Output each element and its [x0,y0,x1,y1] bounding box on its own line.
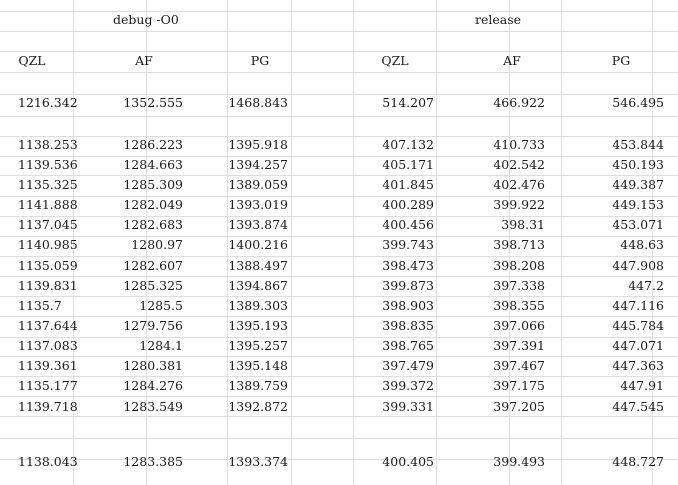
data-cell[interactable]: 1393.874 [228,217,288,232]
data-cell[interactable]: 397.066 [493,318,545,333]
data-cell[interactable]: 1389.759 [228,378,288,393]
data-cell[interactable]: 397.479 [382,358,434,373]
data-cell[interactable]: 447.908 [612,258,664,273]
data-cell[interactable]: 1352.555 [123,95,183,110]
data-cell[interactable]: 1394.257 [228,157,288,172]
data-cell[interactable]: 1392.872 [228,399,288,414]
data-cell[interactable]: 1285.325 [123,278,183,293]
data-cell[interactable]: 1400.216 [228,237,288,252]
summary-cell[interactable]: 1138.043 [18,454,78,469]
data-cell[interactable]: 447.363 [612,358,664,373]
summary-cell[interactable]: 399.493 [493,454,545,469]
data-cell[interactable]: 398.835 [382,318,434,333]
data-cell[interactable]: 405.171 [382,157,434,172]
column-header[interactable]: AF [135,53,153,68]
data-cell[interactable]: 399.922 [493,197,545,212]
data-cell[interactable]: 399.372 [382,378,434,393]
data-cell[interactable]: 1389.303 [228,298,288,313]
data-cell[interactable]: 1393.019 [228,197,288,212]
data-cell[interactable]: 1388.497 [228,258,288,273]
data-cell[interactable]: 447.071 [612,338,664,353]
data-cell[interactable]: 398.31 [501,217,545,232]
data-cell[interactable]: 1279.756 [123,318,183,333]
data-cell[interactable]: 1395.918 [228,137,288,152]
column-header[interactable]: PG [611,53,631,68]
data-cell[interactable]: 397.338 [493,278,545,293]
data-cell[interactable]: 1139.536 [18,157,78,172]
data-cell[interactable]: 398.713 [493,237,545,252]
data-cell[interactable]: 1395.257 [228,338,288,353]
data-cell[interactable]: 1395.193 [228,318,288,333]
data-cell[interactable]: 398.903 [382,298,434,313]
data-cell[interactable]: 397.205 [493,399,545,414]
data-cell[interactable]: 407.132 [382,137,434,152]
data-cell[interactable]: 514.207 [382,95,434,110]
row-gridline [0,438,678,439]
data-cell[interactable]: 1395.148 [228,358,288,373]
data-cell[interactable]: 1135.059 [18,258,78,273]
data-cell[interactable]: 397.467 [493,358,545,373]
row-gridline [0,31,678,32]
data-cell[interactable]: 398.765 [382,338,434,353]
data-cell[interactable]: 1139.831 [18,278,78,293]
data-cell[interactable]: 1137.045 [18,217,78,232]
data-cell[interactable]: 1137.083 [18,338,78,353]
row-gridline [0,116,678,117]
data-cell[interactable]: 1468.843 [228,95,288,110]
data-cell[interactable]: 1285.309 [123,177,183,192]
column-header[interactable]: QZL [18,53,46,68]
data-cell[interactable]: 1137.644 [18,318,78,333]
data-cell[interactable]: 1280.381 [123,358,183,373]
data-cell[interactable]: 402.476 [493,177,545,192]
data-cell[interactable]: 1135.325 [18,177,78,192]
data-cell[interactable]: 445.784 [612,318,664,333]
data-cell[interactable]: 1286.223 [123,137,183,152]
data-cell[interactable]: 1394.867 [228,278,288,293]
column-header[interactable]: PG [250,53,270,68]
data-cell[interactable]: 449.387 [612,177,664,192]
column-header[interactable]: QZL [381,53,409,68]
data-cell[interactable]: 401.845 [382,177,434,192]
data-cell[interactable]: 447.116 [612,298,664,313]
summary-cell[interactable]: 448.727 [612,454,664,469]
data-cell[interactable]: 448.63 [620,237,664,252]
data-cell[interactable]: 399.873 [382,278,434,293]
data-cell[interactable]: 1135.177 [18,378,78,393]
summary-cell[interactable]: 400.405 [382,454,434,469]
data-cell[interactable]: 397.391 [493,338,545,353]
summary-cell[interactable]: 1393.374 [228,454,288,469]
data-cell[interactable]: 397.175 [493,378,545,393]
data-cell[interactable]: 447.91 [620,378,664,393]
data-cell[interactable]: 546.495 [612,95,664,110]
data-cell[interactable]: 1283.549 [123,399,183,414]
data-cell[interactable]: 453.071 [612,217,664,232]
data-cell[interactable]: 453.844 [612,137,664,152]
data-cell[interactable]: 1389.059 [228,177,288,192]
row-gridline [0,72,678,73]
section-label-debug[interactable]: debug -O0 [113,12,179,27]
section-label-release[interactable]: release [475,12,522,27]
data-cell[interactable]: 449.153 [612,197,664,212]
data-cell[interactable]: 399.331 [382,399,434,414]
data-cell[interactable]: 400.456 [382,217,434,232]
data-cell[interactable]: 399.743 [382,237,434,252]
data-cell[interactable]: 398.355 [493,298,545,313]
data-cell[interactable]: 1285.5 [139,298,183,313]
summary-cell[interactable]: 1283.385 [123,454,183,469]
data-cell[interactable]: 1216.342 [18,95,78,110]
data-cell[interactable]: 398.473 [382,258,434,273]
data-cell[interactable]: 1282.683 [123,217,183,232]
data-cell[interactable]: 1280.97 [131,237,183,252]
row-gridline [0,51,678,52]
data-cell[interactable]: 1141.888 [18,197,78,212]
row-gridline [0,11,678,12]
data-cell[interactable]: 1138.253 [18,137,78,152]
data-cell[interactable]: 447.2 [628,278,664,293]
data-cell[interactable]: 1140.985 [18,237,78,252]
data-cell[interactable]: 447.545 [612,399,664,414]
data-cell[interactable]: 466.922 [493,95,545,110]
data-cell[interactable]: 1139.361 [18,358,78,373]
data-cell[interactable]: 1282.607 [123,258,183,273]
data-cell[interactable]: 1284.1 [139,338,183,353]
data-cell[interactable]: 400.289 [382,197,434,212]
data-cell[interactable]: 410.733 [493,137,545,152]
data-cell[interactable]: 1139.718 [18,399,78,414]
column-header[interactable]: AF [503,53,521,68]
data-cell[interactable]: 398.208 [493,258,545,273]
data-cell[interactable]: 1284.663 [123,157,183,172]
data-cell[interactable]: 402.542 [493,157,545,172]
data-cell[interactable]: 1284.276 [123,378,183,393]
data-cell[interactable]: 450.193 [612,157,664,172]
data-cell[interactable]: 1282.049 [123,197,183,212]
data-cell[interactable]: 1135.7 [18,298,62,313]
